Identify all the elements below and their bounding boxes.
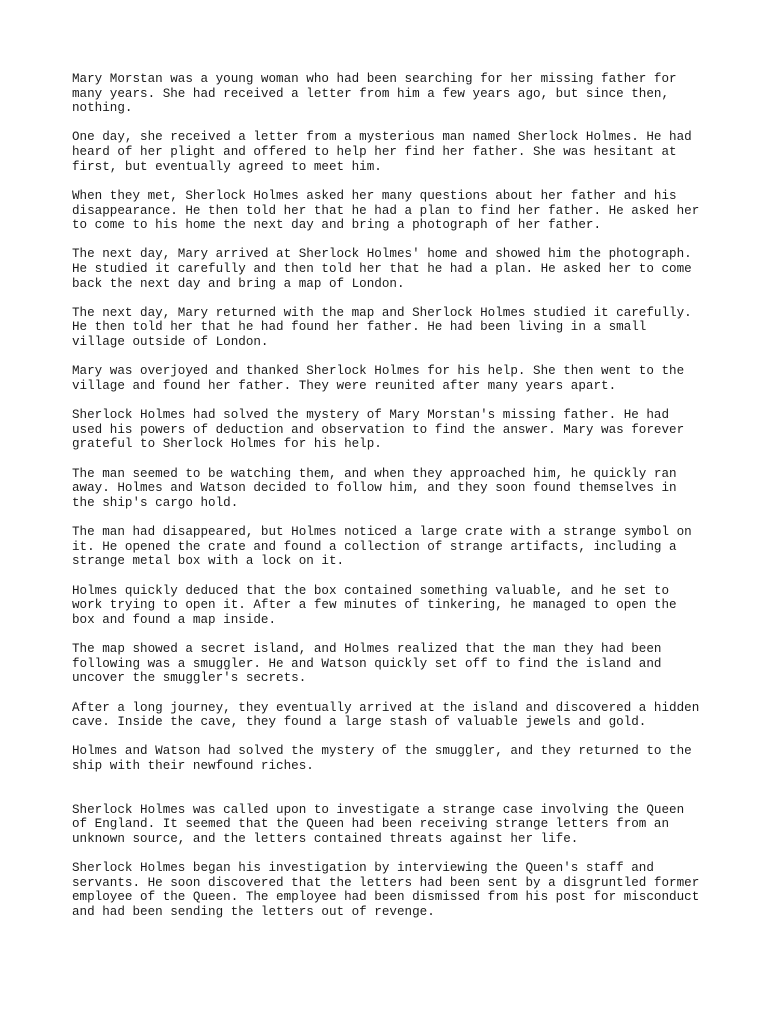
paragraph-5: The next day, Mary returned with the map and Sherlock Holmes studied it carefully. He then told her that he had found her father. He had been living in a small village outside of London.	[72, 305, 692, 350]
paragraph-7: Sherlock Holmes had solved the mystery of Mary Morstan's missing father. He had used his powers of deduction and observation to find the answer. Mary was forever grateful to Sherlock Holmes for his help.	[72, 408, 685, 452]
paragraph-9: The man had disappeared, but Holmes noticed a large crate with a strange symbol on it. He opened the crate and found a collection of strange artifacts, including a strange metal box with a lock on it.	[72, 525, 692, 569]
paragraph-14: Sherlock Holmes was called upon to investigate a strange case involving the Queen of England. It seemed that the Queen had been receiving strange letters from an unknown source, and the letters contained threats against her life.	[72, 802, 685, 846]
paragraph-12: After a long journey, they eventually arrived at the island and discovered a hidden cave. Inside the cave, they found a large stash of valuable jewels and gold.	[72, 700, 700, 730]
paragraph-2: One day, she received a letter from a mysterious man named Sherlock Holmes. He had heard of her plight and offered to help her find her father. She was hesitant at first, but eventually agreed to meet him.	[72, 130, 692, 174]
paragraph-10: Holmes quickly deduced that the box contained something valuable, and he set to work trying to open it. After a few minutes of tinkering, he managed to open the box and found a map inside.	[72, 583, 677, 627]
paragraph-4: The next day, Mary arrived at Sherlock Holmes' home and showed him the photograph. He studied it carefully and then told her that he had a plan. He asked her to come back the next day and bring a map of London.	[72, 247, 692, 291]
paragraph-11: The map showed a secret island, and Holmes realized that the man they had been following was a smuggler. He and Watson quickly set off to find the island and uncover the smuggler's secrets.	[72, 642, 662, 686]
paragraph-13: Holmes and Watson had solved the mystery of the smuggler, and they returned to the ship with their newfound riches.	[72, 744, 692, 774]
paragraph-8: The man seemed to be watching them, and when they approached him, he quickly ran away. Holmes and Watson decided to follow him, and they soon found themselves in the ship's cargo hold.	[72, 466, 677, 510]
document-page	[72, 72, 712, 934]
paragraph-15: Sherlock Holmes began his investigation by interviewing the Queen's staff and servants. He soon discovered that the letters had been sent by a disgruntled former employee of the Queen. The employee had been dismissed from his post for misconduct and had been sending the letters out of revenge.	[72, 861, 700, 919]
paragraph-6: Mary was overjoyed and thanked Sherlock Holmes for his help. She then went to the village and found her father. They were reunited after many years apart.	[72, 364, 685, 393]
paragraph-1: Mary Morstan was a young woman who had been searching for her missing father for many years. She had received a letter from him a few years ago, but since then, nothing.	[72, 72, 677, 116]
paragraph-3: When they met, Sherlock Holmes asked her many questions about her father and his disappearance. He then told her that he had a plan to find her father. He asked her to come to his home the next day and bring a photograph of her father.	[72, 188, 700, 233]
